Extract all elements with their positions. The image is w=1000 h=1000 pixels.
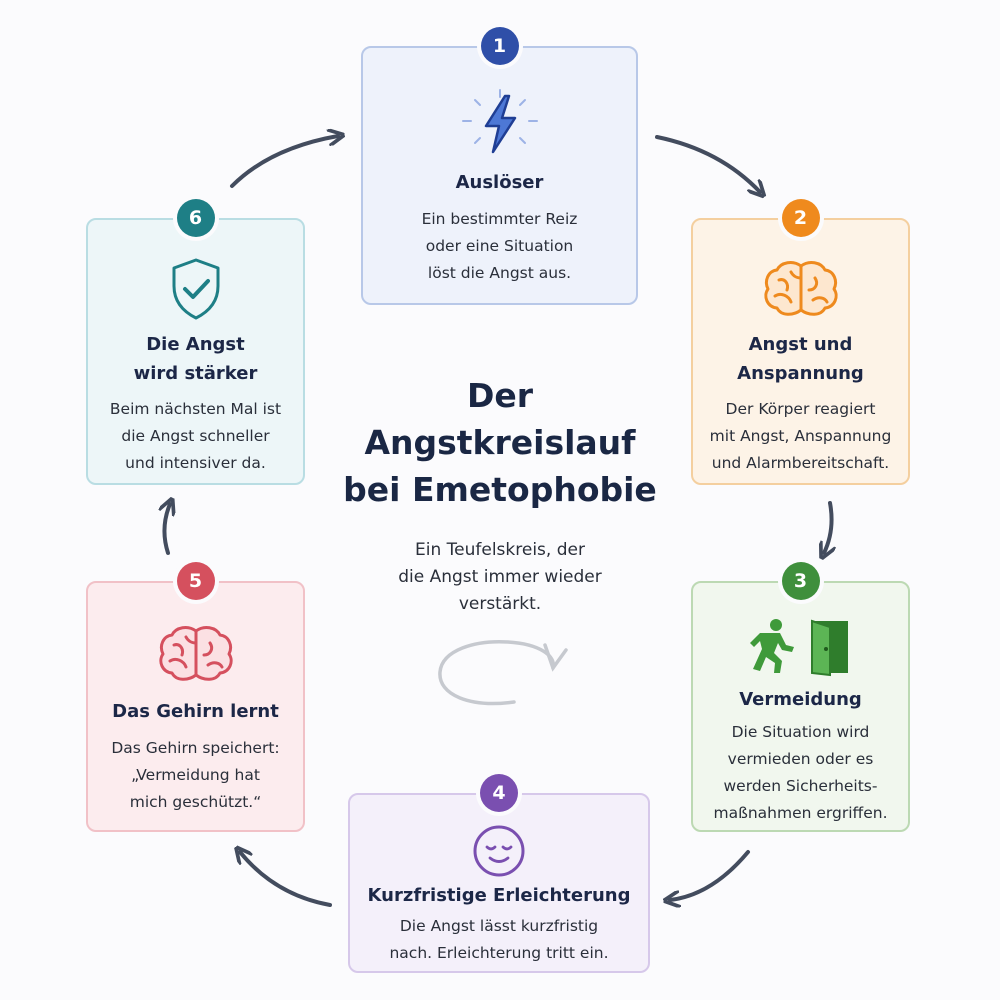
step-card-2 [691,207,910,485]
arrow-5-to-6 [164,504,170,553]
step-title-1: Auslöser [455,172,544,193]
step-badge-1: 1 [481,27,519,65]
step-card-3 [691,570,910,832]
step-title-6: Die Angst wird stärker [133,334,258,384]
running-exit-door-icon [746,615,856,677]
relieved-face-icon [471,823,527,879]
step-badge-3: 3 [782,562,820,600]
step-card-6 [86,207,305,485]
brain-icon [156,623,236,685]
step-title-4: Kurzfristige Erleichterung [367,885,631,906]
step-text-3: Die Situation wird vermieden oder es werden Sicherheits- maßnahmen ergriffen. [713,723,888,822]
arrow-2-to-3 [824,503,832,553]
step-badge-4: 4 [480,774,518,812]
diagram-title: Der Angstkreislauf bei Emetophobie [343,376,657,509]
step-card-4 [348,782,650,973]
step-title-2: Angst und Anspannung [737,334,864,384]
shield-check-icon [166,256,226,322]
arrow-4-to-5 [240,852,330,905]
step-card-5 [86,570,305,832]
arrow-6-to-1 [232,136,338,186]
step-text-4: Die Angst lässt kurzfristig nach. Erleichterung tritt ein. [389,917,609,962]
step-badge-6: 6 [177,199,215,237]
diagram-subtitle: Ein Teufelskreis, der die Angst immer wieder verstärkt. [398,540,602,614]
step-text-2: Der Körper reagiert mit Angst, Anspannung und Alarmbereitschaft. [709,400,892,472]
step-text-5: Das Gehirn speichert: „Vermeidung hat mich geschützt.“ [111,739,280,811]
step-text-6: Beim nächsten Mal ist die Angst schneller und intensiver da. [109,400,282,472]
step-text-1: Ein bestimmter Reiz oder eine Situation löst die Angst aus. [421,210,578,282]
lightning-icon [455,88,545,158]
arrow-3-to-4 [670,852,748,900]
step-badge-2: 2 [782,199,820,237]
step-title-5: Das Gehirn lernt [112,701,279,722]
brain-icon [761,258,841,320]
step-badge-5: 5 [177,562,215,600]
arrow-1-to-2 [657,137,760,192]
step-card-1 [361,35,638,305]
cycle-icon [440,642,566,704]
step-title-3: Vermeidung [739,689,862,710]
